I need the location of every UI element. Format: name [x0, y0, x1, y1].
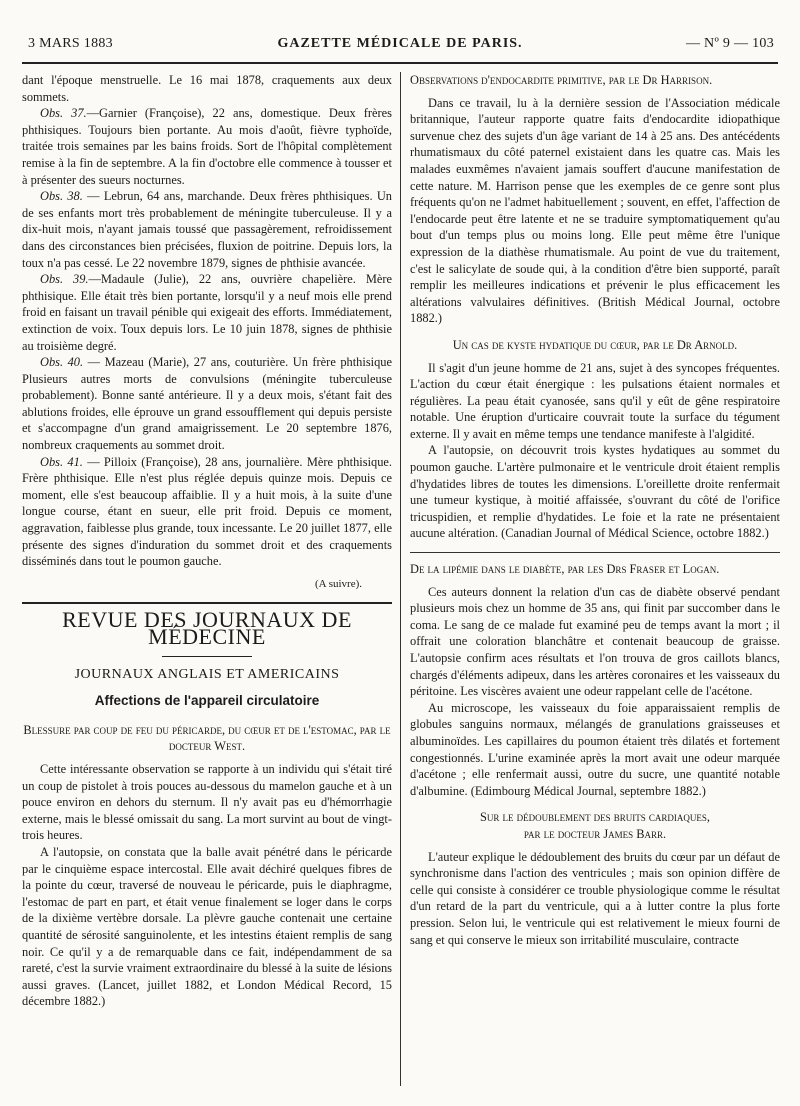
- obs-label: Obs. 38.: [40, 189, 83, 204]
- obs-text: —Madaule (Julie), 22 ans, ouvrière chapelière. Mère phthisique. Elle était très bien portante, lorsqu'il y a neuf mois elle prend froid en faisant un travail pénible qui exigeait des efforts. Immédiatement, extinction de voix. Toux depuis lors. Le 10 juin 1878, signes de phthisie au troisième degré.: [22, 272, 392, 353]
- obs-text: — Pilloix (Françoise), 28 ans, journalière. Mère phthisique. Frère phthisique. Elle n'est plus réglée depuis quinze mois. Depuis ce moment, elle s'est beaucoup affaiblie. Il y a huit mois, à la suite d'une longue course, étant en sueur, elle prit froid. Depuis ce moment, aggravation, faiblesse plus grande, toux incessante. Le 20 juillet 1877, elle présente des signes d'induration du sommet droit et des craquements disséminés dans tout le poumon gauche.: [22, 454, 392, 569]
- left-column: [22, 72, 392, 1088]
- header-issue-page: — Nº 9 — 103: [685, 36, 774, 51]
- article-title-fraser-logan: De la lipémie dans le diabète, par les Drs Fraser et Logan.: [410, 562, 720, 577]
- column-divider: [400, 72, 401, 1086]
- observation-39: [22, 271, 392, 354]
- article-paragraph: Ces auteurs donnent la relation d'un cas de diabète observé pendant plusieurs mois chez un homme de 35 ans, qui finit par succomber dans le coma. Le sang de ce malade fut examiné peu de temps avant la mort ; il offrait une coloration blanchâtre et contenait beaucoup de graisse. L'autopsie confirm aces résultats et l'on trouva de gros caillots blancs, chargés d'éléments adipeux, dans les artères coronaires et les vaisseaux du péritoine. Les viscères avaient une odeur rappelant celle de l'acétone.: [410, 584, 780, 699]
- section-rule: [22, 602, 392, 604]
- article-paragraph: A l'autopsie, on constata que la balle avait pénétré dans le péricarde par le cinquième espace intercostal. Elle avait déchiré quelques fibres de la pointe du cœur, traversé de nouveau le péricarde, puis le diaphragme, l'estomac de part en part, et était venue finalement se loger dans le corps de la dixième vertèbre dorsale. La plèvre gauche contenait une certaine quantité de sérosité sanguinolente, et les intestins étaient remplis de sang noir. Ce qu'il y a de remarquable dans ce fait, indépendamment de sa rareté, c'est la survie vraiment extraordinaire du blessé à la suite de lésions aussi graves. (Lancet, juillet 1882, et London Médical Record, 15 décembre 1882.): [22, 844, 392, 1009]
- journaux-subtitle: JOURNAUX ANGLAIS ET AMERICAINS: [74, 666, 340, 682]
- article-paragraph: Il s'agit d'un jeune homme de 21 ans, sujet à des syncopes fréquentes. L'action du cœur était énergique : les pulsations étaient normales et régulières. La peau était cyanosée, sans qu'il y eût de gêne respiratoire notable. Une éruption d'urticaire couvrait toute la surface du tégument externe. Il y avait en même temps une tendance manifeste à l'algidité.: [410, 360, 780, 441]
- article-title-west: Blessure par coup de feu du péricarde, du cœur et de l'estomac, par le docteur West.: [23, 722, 391, 754]
- observation-37: [22, 105, 392, 188]
- observation-40: [22, 354, 392, 454]
- revue-title: REVUE DES JOURNAUX DE MÉDECINE: [62, 607, 352, 649]
- article-paragraph: Dans ce travail, lu à la dernière session de l'Association médicale britannique, l'auteur rapporte quatre faits d'endocardite idiopathique survenue chez des sujets d'un âge variant de 14 à 25 ans. Des antécédents rhumatismaux du côté paternel existaient dans les quatre cas. Mais les malades euxmêmes n'avaient jamais souffert d'aucune manifestation de cette nature. M. Harrison pense que les exemples de ce genre sont plus fréquents qu'on ne l'admet habituellement ; souvent, en effet, l'affection de l'endocarde peut être latente et ne se traduire symptomatiquement qu'au bout d'un temps plus ou moins long. Elle peut même être l'unique expression de la diathèse rhumatismale. Au point de vue du traitement, c'est le salicylate de soude qui, à la condition d'être bien supporté, paraît remplir les meilleures indications et prévenir le plus efficacement les altérations valvulaires définitives. (British Médical Journal, octobre 1882.): [410, 95, 780, 326]
- page-header: [22, 36, 778, 58]
- continuation-text: dant l'époque menstruelle. Le 16 mai 1878, craquements aux deux sommets.: [22, 73, 392, 104]
- observation-41: [22, 454, 392, 570]
- article-title-barr: [410, 809, 780, 842]
- section-heading: Affections de l'appareil circulatoire: [94, 693, 320, 709]
- article-title-line: par le docteur James Barr.: [523, 826, 667, 841]
- right-column: [410, 72, 780, 1088]
- article-title-line: Sur le dédoublement des bruits cardiaques,: [480, 810, 710, 825]
- obs-label: Obs. 37.: [40, 106, 87, 121]
- obs-text: —Garnier (Françoise), 22 ans, domestique. Deux frères phthisiques. Toujours bien portante. Au mois d'août, fièvre typhoïde, traitée trois semaines par les bains froids. Sort de l'hôpital complètement remise à la fin de septembre. A la fin d'octobre elle commence à tousser et à présenter des sueurs nocturnes.: [22, 106, 392, 187]
- article-title-harrison: Observations d'endocardite primitive, par le Dr Harrison.: [410, 73, 713, 87]
- article-paragraph: L'auteur explique le dédoublement des bruits du cœur par un défaut de synchronisme dans l'action des ventricules ; mais son opinion diffère de celle qui consiste à considérer ce trouble physiologique comme le résultat d'un retard de la part du ventricule, qui a à lutter contre la plus forte pression. Selon lui, le ventricule qui est relativement le mieux fourni de sang et qui conserve le mieux son irritabilité musculaire, contracte: [410, 849, 780, 947]
- article-paragraph: A l'autopsie, on découvrit trois kystes hydatiques au sommet du poumon gauche. L'artère pulmonaire et le ventricule droit étaient remplis d'hydatides libres de toutes les dimensions. L'oreillette droite renfermait une tumeur kystique, à moitié affaissée, s'ouvrant du côté de l'orifice tricuspidien, et remplie d'hydatides. Le foie et la rate ne présentaient aucune altération. (Canadian Journal of Médical Science, octobre 1882.): [410, 443, 780, 541]
- obs-label: Obs. 41.: [40, 454, 83, 469]
- article-title-arnold: Un cas de kyste hydatique du cœur, par le Dr Arnold.: [452, 337, 738, 352]
- obs-text: — Lebrun, 64 ans, marchande. Deux frères phthisiques. Un de ses enfants mort très probablement de méningite tuberculeuse. Il y a dix-huit mois, n'ayant jamais toussé que passagèrement, refroidissement dans des circonstances bien précisées, fluxion de poitrine. Depuis lors, la toux n'a pas cessé. Le 22 novembre 1879, signes de phthisie avancée.: [22, 189, 392, 270]
- header-journal-name: GAZETTE MÉDICALE DE PARIS.: [277, 36, 523, 51]
- title-underline: [162, 656, 252, 657]
- obs-label: Obs. 39.: [40, 272, 89, 287]
- article-rule: [410, 552, 780, 553]
- header-rule: [22, 62, 778, 64]
- article-paragraph: Cette intéressante observation se rapporte à un individu qui s'était tiré un coup de pistolet à trois pouces au-dessous du mamelon gauche et à un pouce environ en dehors du sternum. Il n'y avait pas eu d'hémorrhagie externe, mais le blessé omissait du sang. La mort survint au bout de vingt-trois heures.: [22, 761, 392, 843]
- obs-label: Obs. 40.: [40, 355, 84, 370]
- a-suivre-note: (A suivre).: [314, 577, 362, 590]
- article-paragraph: Au microscope, les vaisseaux du foie apparaissaient remplis de globules sanguins normaux, mélangés de granulations graisseuses et albuminoïdes. Les capillaires du poumon étaient très dilatés et fortement congestionnés. L'urine examinée après la mort avait une odeur marquée d'acétone ; elle renfermait aussi, outre du sucre, une quantité notable d'albumine. (Edimbourg Médical Journal, septembre 1882.): [410, 700, 780, 798]
- observation-38: [22, 188, 392, 271]
- header-date: 3 MARS 1883: [28, 36, 113, 51]
- obs-text: — Mazeau (Marie), 27 ans, couturière. Un frère phthisique Plusieurs autres morts de convulsions (méningite tuberculeuse probablement). Bonne santé antérieure. Il y a deux mois, s'étant fait des ablutions froides, elle éprouve un grand essoufflement qui depuis persiste et s'accompagne d'un grand amaigrissement. Le 20 septembre 1876, nombreux craquements au sommet droit.: [22, 355, 392, 453]
